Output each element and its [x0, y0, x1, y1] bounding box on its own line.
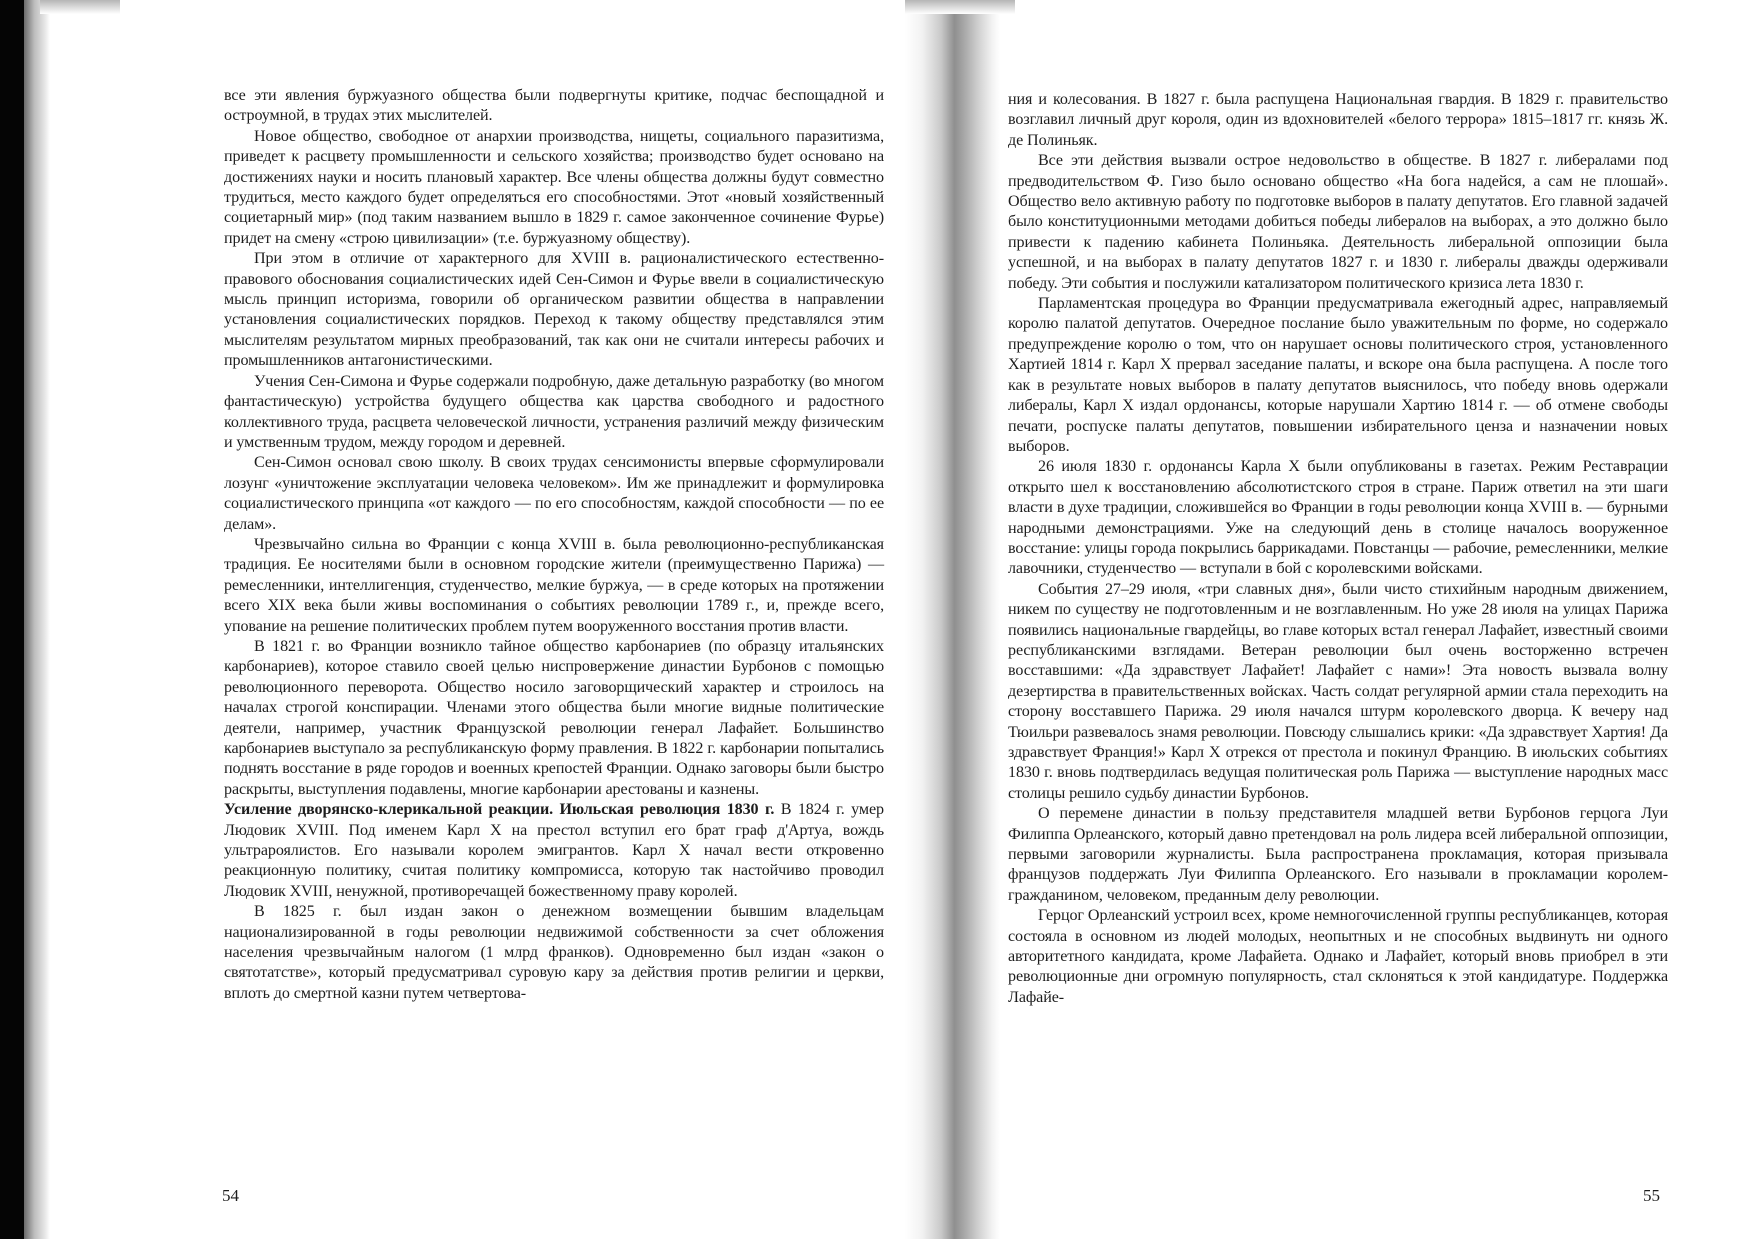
section-paragraph [224, 800, 884, 902]
book-gutter [905, 0, 1000, 1239]
left-paragraph: Учения Сен-Симона и Фурье содержали подробную, даже детальную разработку (во многом фантастическую) устройства будущего общества как царства свободного и радостного коллективного труда, расцвета человеческой личности, устранения различий между физическим и умственным трудом, между городом и деревней. [224, 372, 884, 451]
right-page-text [1008, 90, 1668, 1008]
left-paragraph: В 1825 г. был издан закон о денежном возмещении бывшим владельцам национализированной в годы революции недвижимой собственности за счет обложения населения чрезвычайным налогом (1 млрд франков). Одновременно был издан «закон о святотатстве», который предусматривал суровую кару за действия против религии и церкви, вплоть до смертной казни путем четвертова- [224, 903, 884, 1002]
scan-edge-dark [0, 0, 24, 1239]
section-paragraph-text: В 1824 г. умер Людовик XVIII. Под именем Карл X на престол вступил его брат граф д'Артуа, вождь ультрароялистов. Его называли королем эмигрантов. Карл X начал вести откровенно реакционную политику, считая политику компромисса, которую так настойчиво проводил Людовик XVIII, ненужной, противоречащей божественному праву королей. [224, 801, 884, 900]
right-paragraph: Герцог Орлеанский устроил всех, кроме немногочисленной группы республиканцев, которая состояла в основном из людей молодых, неопытных и не способных выдвинуть ни одного авторитетного кандидата, кроме Лафайета. Однако и Лафайет, который вновь приобрел в эти революционные дни огромную популярность, стал склоняться к этой кандидатуре. Поддержка Лафайе- [1008, 907, 1668, 1006]
page-number-right: 55 [1643, 1186, 1660, 1205]
left-paragraph: В 1821 г. во Франции возникло тайное общество карбонариев (по образцу итальянских карбонариев), которое ставило своей целью ниспровержение династии Бурбонов с помощью революционного переворота. Общество носило заговорщический характер и строилось на началах строгой конспирации. Членами этого общества были многие видные политические деятели, например, участник Французской революции генерал Лафайет. Большинство карбонариев выступало за республиканскую форму правления. В 1822 г. карбонарии попытались поднять восстание в ряде городов и военных крепостей Франции. Однако заговоры были быстро раскрыты, выступления подавлены, многие карбонарии арестованы и казнены. [224, 637, 884, 798]
left-paragraph: все эти явления буржуазного общества были подвергнуты критике, подчас беспощадной и остроумной, в трудах этих мыслителей. [224, 87, 884, 125]
left-paragraph: Сен-Симон основал свою школу. В своих трудах сенсимонисты впервые сформулировали лозунг «уничтожение эксплуатации человека человеком». Им же принадлежит и формулировка социалистического принципа «от каждого — по его способностям, каждой способности — по ее делам». [224, 454, 884, 533]
right-paragraph: ния и колесования. В 1827 г. была распущена Национальная гвардия. В 1829 г. правительство возглавил личный друг короля, один из вдохновителей «белого террора» 1815–1817 гг. князь Ж. де Полиньяк. [1008, 91, 1668, 149]
scan-top-shadow-left [40, 0, 120, 14]
right-paragraph: Все эти действия вызвали острое недовольство в обществе. В 1827 г. либералами под предводительством Ф. Гизо было основано общество «На бога надейся, а сам не плошай». Общество вело активную работу по подготовке выборов в палату депутатов. Его главной задачей было конституционными методами добиться победы либералов на выборах, а это должно было привести к падению кабинета Полиньяка. Деятельность либеральной оппозиции была успешной, и на выборах в палату депутатов 1827 г. и 1830 г. либералы дважды одерживали победу. Эти события и послужили катализатором политического кризиса лета 1830 г. [1008, 152, 1668, 292]
page-number-left: 54 [222, 1186, 239, 1205]
left-paragraph: Чрезвычайно сильна во Франции с конца XVIII в. была революционно-республиканская традиция. Ее носителями были в основном городские жители (преимущественно Парижа) — ремесленники, интеллигенция, студенчество, мелкие буржуа, — в среде которых на протяжении всего XIX века были живы воспоминания о событиях революции 1789 г., и, прежде всего, упование на решение политических проблем путем вооруженного восстания против власти. [224, 535, 884, 635]
right-paragraph: О перемене династии в пользу представителя младшей ветви Бурбонов герцога Луи Филиппа Орлеанского, который давно претендовал на роль лидера всей либеральной оппозиции, первыми заговорили журналисты. Была распространена прокламация, которая призывала французов поддержать Луи Филиппа Орлеанского. Его называли в прокламации королем-гражданином, человеком, преданным делу революции. [1008, 805, 1668, 904]
right-paragraph: 26 июля 1830 г. ордонансы Карла X были опубликованы в газетах. Режим Реставрации открыто шел к восстановлению абсолютистского строя в стране. Париж ответил на эти шаги власти в духе традиции, сложившейся во Франции в годы революции конца XVIII в. — бурными народными демонстрациями. Уже на следующий день в столице началось вооруженное восстание: улицы города покрылись баррикадами. Повстанцы — рабочие, ремесленники, мелкие лавочники, студенчество — вступали в бой с королевскими войсками. [1008, 458, 1668, 578]
left-paragraph: При этом в отличие от характерного для XVIII в. рационалистического естественно-правового обоснования социалистических идей Сен-Симон и Фурье ввели в социалистическую мысль принцип историзма, говорили об органическом развитии общества в направлении установления социалистических порядков. Переход к такому обществу представлялся этим мыслителям результатом мирных преобразований, так как они не считали интересы рабочих и промышленников антагонистическими. [224, 250, 884, 370]
scan-top-shadow-middle [905, 0, 1015, 14]
left-paragraph: Новое общество, свободное от анархии производства, нищеты, социального паразитизма, приведет к расцвету промышленности и сельского хозяйства; производство будет основано на достижениях науки и носить плановый характер. Все члены общества должны будут совместно трудиться, место каждого будет определяться его способностями. Этот «новый хозяйственный социетарный мир» (под таким названием вышло в 1829 г. самое законченное сочинение Фурье) придет на смену «строю цивилизации» (т.е. буржуазному обществу). [224, 127, 884, 247]
right-paragraph: Парламентская процедура во Франции предусматривала ежегодный адрес, направляемый королю палатой депутатов. Очередное послание было уважительным по форме, но содержало предупреждение королю о том, что он нарушает основы политического строя, установленного Хартией 1814 г. Карл X прервал заседание палаты, и вскоре она была распущена. А после того как в результате новых выборов в палату депутатов выяснилось, что победу вновь одержали либералы, Карл X издал ордонансы, которые нарушали Хартию 1814 г. — об отмене свободы печати, роспуске палаты депутатов, повышении избирательного ценза и назначении новых выборов. [1008, 295, 1668, 455]
right-paragraph: События 27–29 июля, «три славных дня», были чисто стихийным народным движением, никем по существу не подготовленным и не возглавленным. Но уже 28 июля на улицах Парижа появились национальные гвардейцы, во главе которых встал генерал Лафайет, известный своими республиканскими взглядами. Ветеран революции был очень восторженно встречен восставшими: «Да здравствует Лафайет! Лафайет с нами»! Эта новость вызвала волну дезертирства в правительственных войсках. Часть солдат регулярной армии стала переходить на сторону восставшего Парижа. 29 июля начался штурм королевского дворца. К вечеру над Тюильри развевалось знамя революции. Повсюду слышались крики: «Да здравствует Хартия! Да здравствует Франция!» Карл X отрекся от престола и покинул Францию. В июльских событиях 1830 г. вновь подтвердилась ведущая политическая роль Парижа — выступление народных масс столицы решило судьбу династии Бурбонов. [1008, 580, 1668, 802]
scan-edge-shade [24, 0, 50, 1239]
section-title: Усиление дворянско-клерикальной реакции. Июльская революция 1830 г. [224, 801, 775, 819]
left-page-text [224, 86, 884, 1004]
